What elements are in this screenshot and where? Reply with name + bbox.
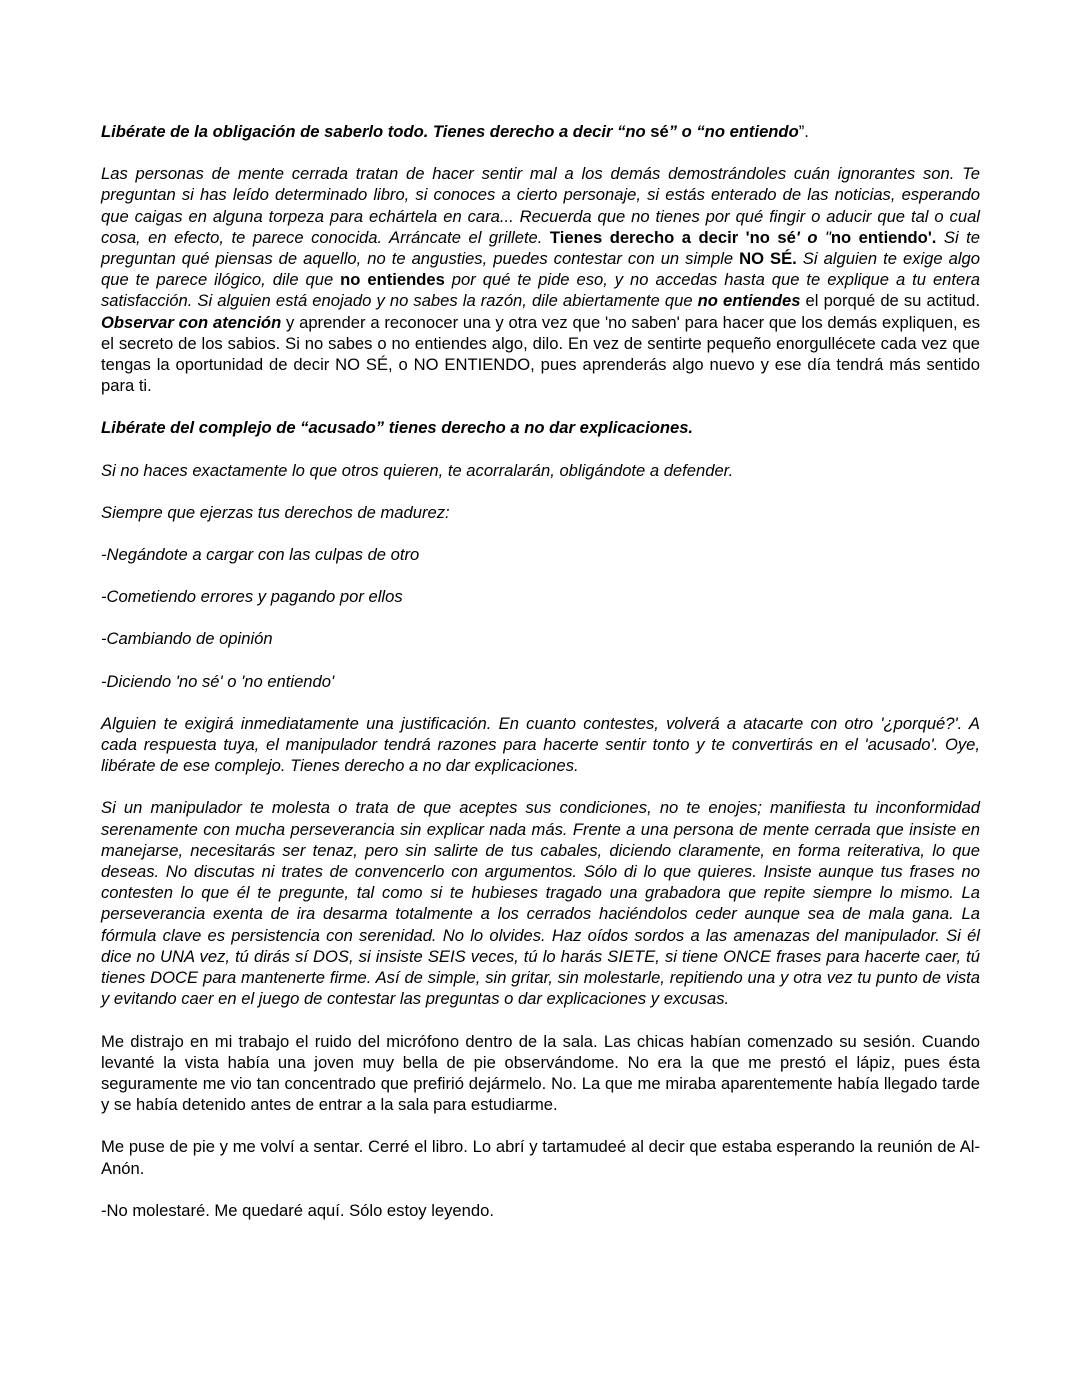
emphasis-text: ' o: [795, 227, 825, 247]
paragraph-8: -No molestaré. Me quedaré aquí. Sólo estoy leyendo.: [101, 1200, 494, 1220]
emphasis-text: NO SÉ.: [739, 249, 797, 269]
list-item: -Diciendo 'no sé' o 'no entiendo': [101, 671, 335, 691]
paragraph-text: y aprender a reconocer una y otra vez que 'no saben' para hacer que los demás expliquen, es el secreto de los sabios. Si no sabes o no entiendes algo, dilo. En vez de sentirte pequeño enorgullécete cada vez que tengas la oportunidad de decir NO SÉ, o NO ENTIENDO, pues aprenderás algo nuevo y ese día tendrá más sentido para ti.: [101, 312, 980, 396]
emphasis-text: Tienes derecho a decir 'no sé: [549, 227, 796, 247]
paragraph-1: [101, 163, 980, 396]
heading-text: Libérate de la obligación de saberlo todo. Tienes derecho a decir “no: [101, 122, 651, 141]
paragraph-text: ": [825, 227, 831, 247]
paragraph-6: Me distrajo en mi trabajo el ruido del micrófono dentro de la sala. Las chicas habían comenzado su sesión. Cuando levanté la vista había una joven muy bella de pie observándome. No era la que me prestó el lápiz, pues ésta seguramente me vio tan concentrado que prefirió dejármelo. No. La que me miraba aparentemente había llegado tarde y se había detenido antes de entrar a la sala para estudiarme.: [101, 1031, 980, 1115]
paragraph-text: por qué te pide eso, y no accedas hasta que te explique a tu entera satisfacción. Si alguien está enojado y no sabes la razón, dile abiertamente que: [101, 270, 980, 311]
emphasis-text: Observar con atención: [101, 312, 282, 332]
document-page: [101, 121, 980, 1242]
section-heading-2: Libérate del complejo de “acusado” tienes derecho a no dar explicaciones.: [101, 418, 694, 438]
paragraph-2: Si no haces exactamente lo que otros quieren, te acorralarán, obligándote a defender.: [101, 460, 734, 480]
paragraph-text: Si alguien te exige algo que te parece ilógico, dile que: [101, 249, 980, 290]
paragraph-7: Me puse de pie y me volví a sentar. Cerré el libro. Lo abrí y tartamudeé al decir que estaba esperando la reunión de Al-Anón.: [101, 1137, 980, 1178]
emphasis-text: no entiendes: [340, 270, 445, 290]
emphasis-text: no entiendo'.: [830, 227, 937, 247]
heading-text: sé: [650, 122, 669, 141]
section-heading-1: [101, 121, 980, 142]
paragraph-text: Las personas de mente cerrada tratan de hacer sentir mal a los demás demostrándoles cuán ignorantes son. Te preguntan si has leído determinado libro, si conoces a cierto personaje, si estás enterado de las noticias, esperando que caigas en alguna torpeza para echártela en cara... Recuerda que no tienes por qué fingir o aducir que tal o cual cosa, en efecto, te parece conocida. Arráncate el grillete.: [101, 164, 980, 247]
heading-text: ” o “no entiendo: [668, 122, 799, 141]
paragraph-3: Siempre que ejerzas tus derechos de madurez:: [101, 502, 450, 522]
list-item: -Cambiando de opinión: [101, 629, 273, 649]
list-item: -Negándote a cargar con las culpas de otro: [101, 545, 420, 565]
paragraph-text: el porqué de su actitud.: [800, 291, 980, 311]
emphasis-text: no entiendes: [697, 291, 801, 311]
paragraph-4: Alguien te exigirá inmediatamente una justificación. En cuanto contestes, volverá a atacarte con otro '¿porqué?'. A cada respuesta tuya, el manipulador tendrá razones para hacerte sentir tonto y te convertirás en el 'acusado'. Oye, libérate de ese complejo. Tienes derecho a no dar explicaciones.: [101, 713, 980, 776]
paragraph-5: Si un manipulador te molesta o trata de que aceptes sus condiciones, no te enojes; manifiesta tu inconformidad serenamente con mucha perseverancia sin explicar nada más. Frente a una persona de mente cerrada que insiste en manejarse, necesitarás ser tenaz, pero sin salirte de tus cabales, diciendo claramente, en forma reiterativa, lo que deseas. No discutas ni trates de convencerlo con argumentos. Sólo di lo que quieres. Insiste aunque tus frases no contesten lo que él te pregunte, tal como si te hubieses tragado una grabadora que repite siempre lo mismo. La perseverancia exenta de ira desarma totalmente a los cerrados haciéndolos ceder aunque sea de mala gana. La fórmula clave es persistencia con serenidad. No lo olvides. Haz oídos sordos a las amenazas del manipulador. Si él dice no UNA vez, tú dirás sí DOS, si insiste SEIS veces, tú lo harás SIETE, si tiene ONCE frases para hacerte caer, tú tienes DOCE para mantenerte firme. Así de simple, sin gritar, sin molestarle, repitiendo una y otra vez tu punto de vista y evitando caer en el juego de contestar las preguntas o dar explicaciones y excusas.: [101, 798, 980, 1009]
list-item: -Cometiendo errores y pagando por ellos: [101, 587, 403, 607]
heading-text: ”.: [798, 122, 809, 141]
paragraph-text: Si te preguntan qué piensas de aquello, no te angusties, puedes contestar con un simple: [101, 227, 980, 269]
